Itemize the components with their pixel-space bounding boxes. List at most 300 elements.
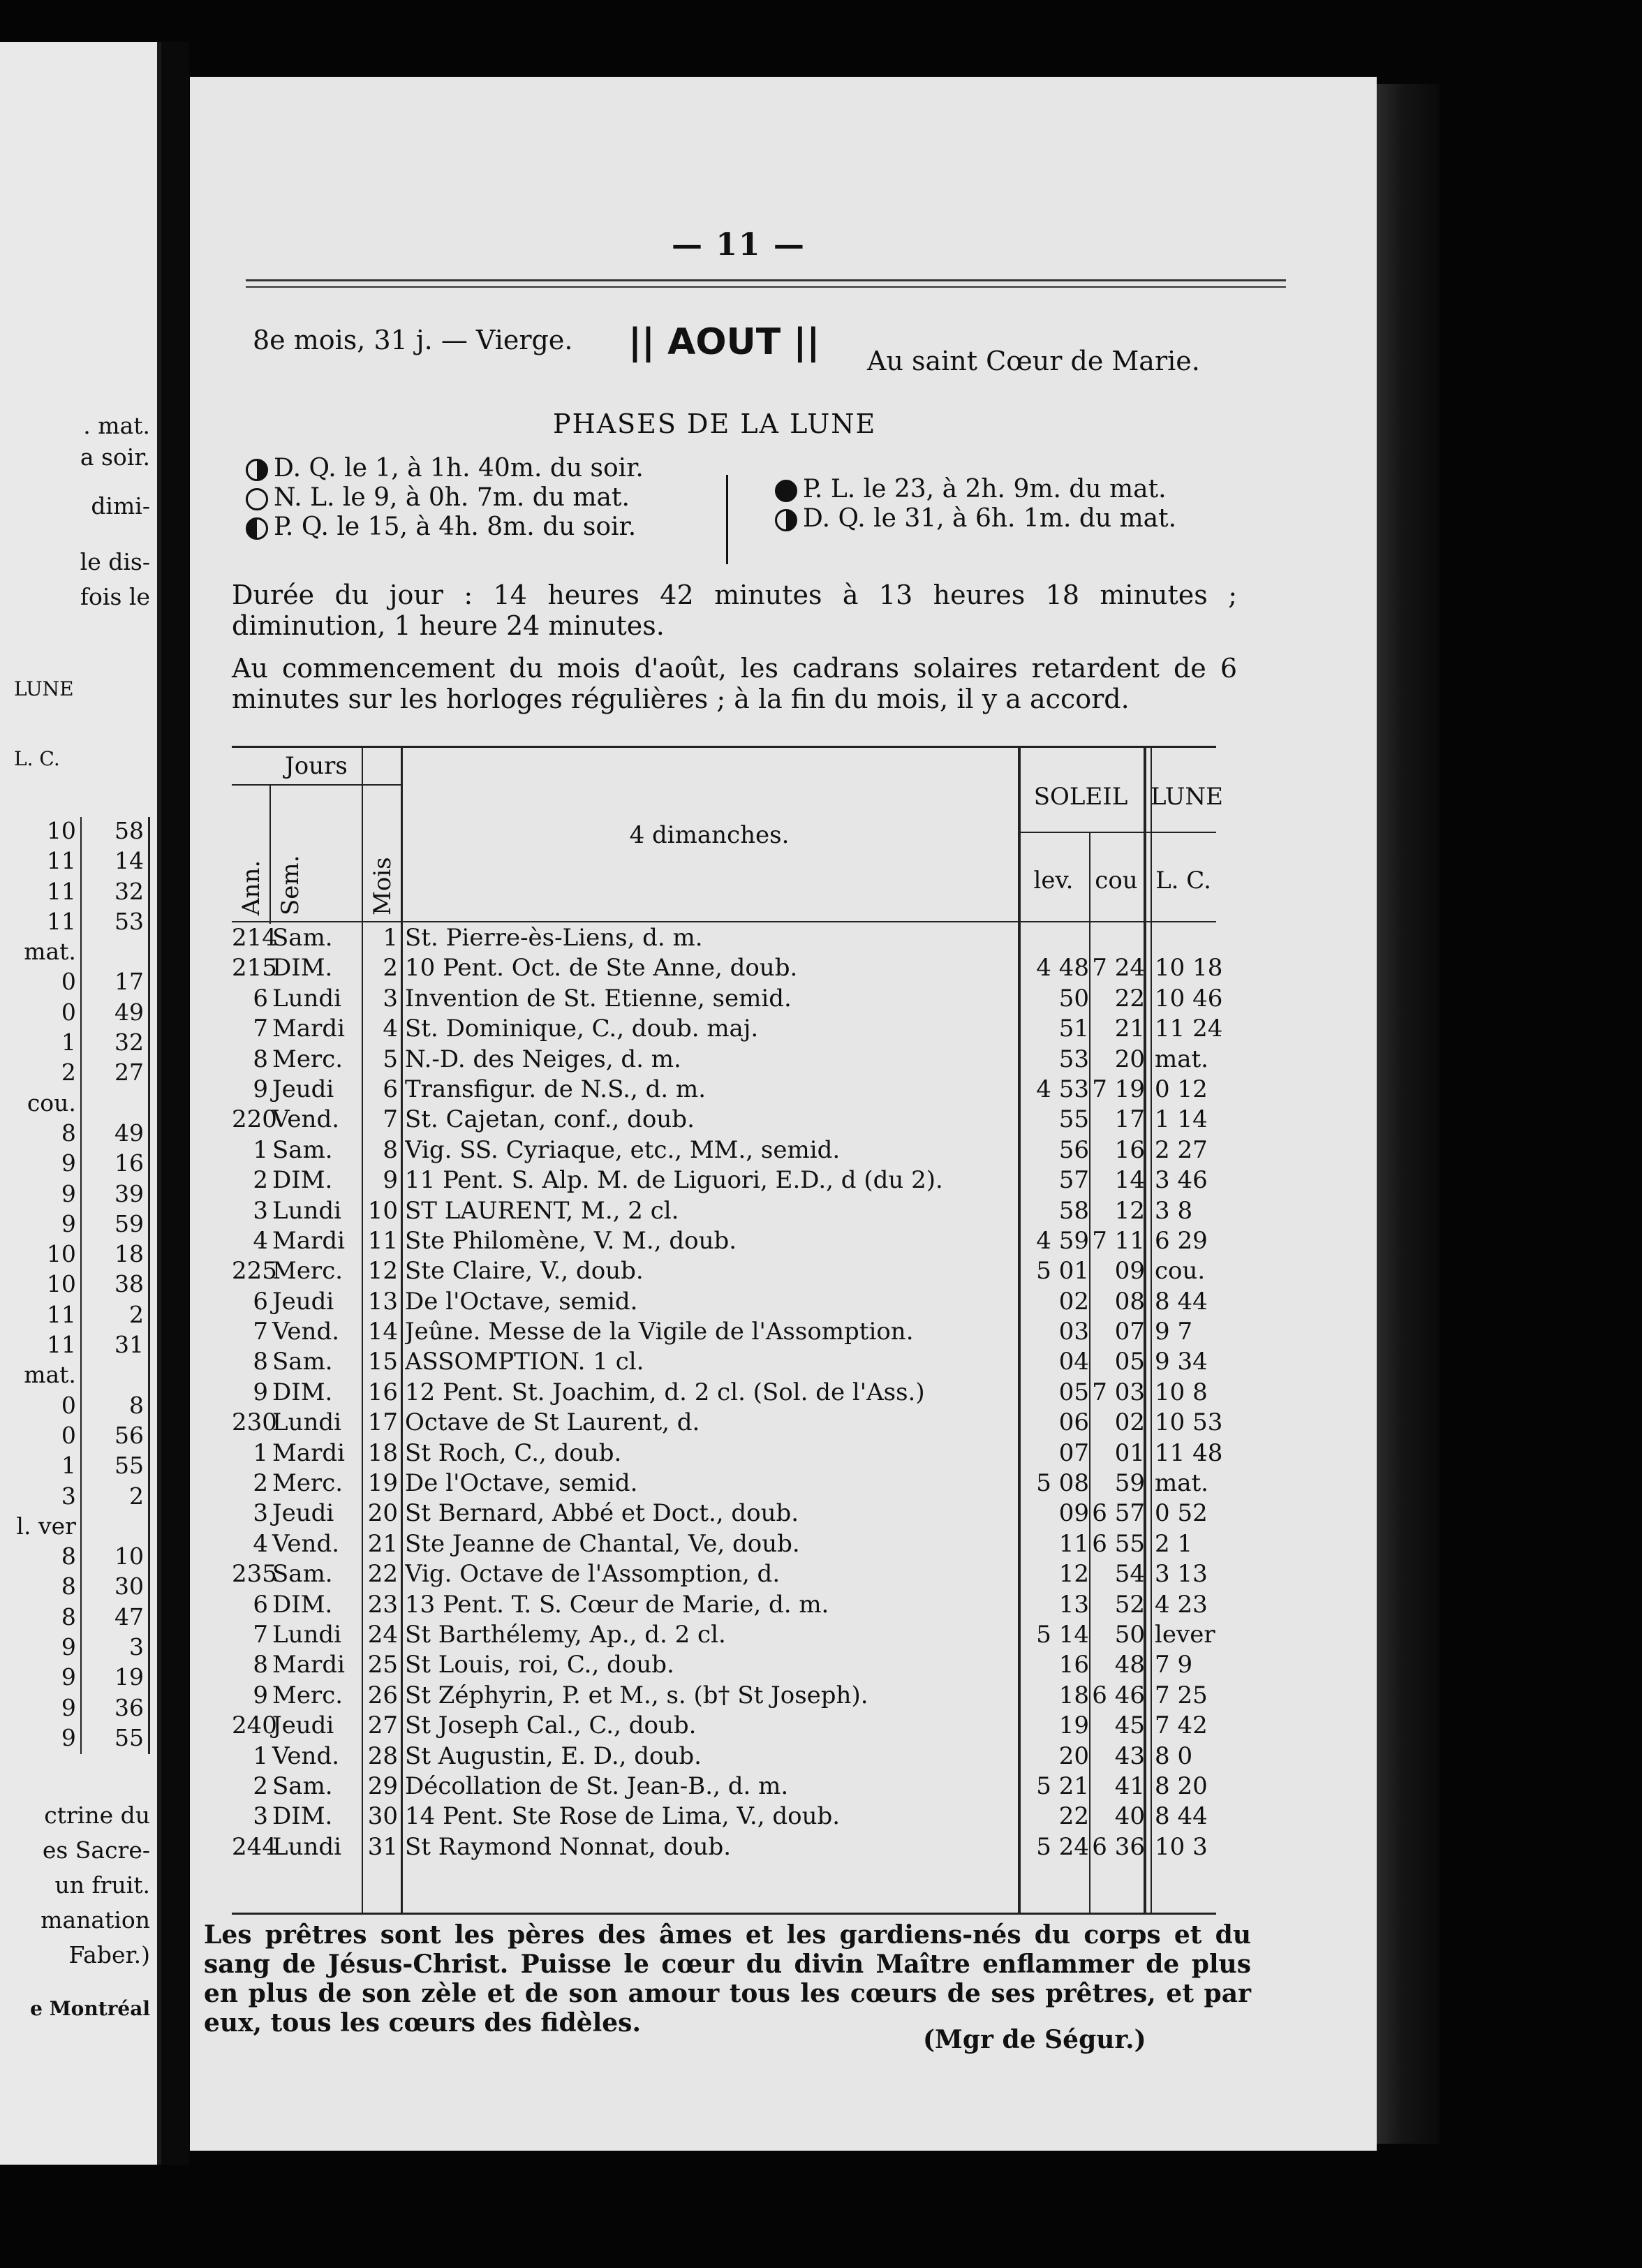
cell-lune: 0 12	[1155, 1075, 1208, 1103]
cell-cou: 52	[1114, 1590, 1145, 1619]
cell-ann: 9	[253, 1378, 268, 1406]
table-row	[232, 1105, 1216, 1135]
left-cell-c: 10	[114, 1542, 144, 1570]
cell-lev: 06	[1058, 1408, 1089, 1437]
cell-ann: 9	[253, 1681, 268, 1709]
cell-fete: Vig. Octave de l'Assomption, d.	[405, 1560, 781, 1589]
left-table-row	[0, 1694, 150, 1724]
cell-mois: 13	[367, 1287, 398, 1316]
table-row	[232, 1651, 1216, 1681]
first-quarter-moon-icon	[246, 517, 268, 540]
cell-mois: 12	[367, 1257, 398, 1286]
table-row	[232, 1742, 1216, 1772]
left-cell-l: 10	[0, 1270, 82, 1300]
cell-lune: 4 23	[1155, 1590, 1208, 1619]
left-page-line: le dis-	[80, 548, 150, 575]
cell-sem: Sam.	[272, 1560, 333, 1589]
cell-fete: Ste Jeanne de Chantal, Ve, doub.	[405, 1529, 800, 1558]
left-cell-l: 0	[0, 999, 82, 1029]
cell-mois: 29	[367, 1772, 398, 1800]
table-row	[232, 1772, 1216, 1802]
cell-lune: 8 0	[1155, 1742, 1193, 1770]
cell-mois: 8	[383, 1135, 398, 1164]
calendar-table	[232, 746, 1223, 1915]
phases-title: PHASES DE LA LUNE	[553, 408, 877, 439]
cell-lev: 4 53	[1036, 1075, 1089, 1103]
left-cell-l: 0	[0, 1422, 82, 1452]
cell-sem: Vend.	[272, 1318, 340, 1346]
cell-lev: 04	[1058, 1348, 1089, 1376]
cell-fete: 14 Pent. Ste Rose de Lima, V., doub.	[405, 1802, 841, 1831]
table-row	[232, 1227, 1216, 1257]
cell-lev: 11	[1058, 1529, 1089, 1558]
left-cell-l: 11	[0, 847, 82, 877]
left-table-row	[0, 908, 150, 938]
cell-lev: 12	[1058, 1560, 1089, 1589]
cell-sem: Sam.	[272, 924, 333, 952]
left-table-row	[0, 847, 150, 877]
cell-sem: Merc.	[272, 1257, 343, 1286]
cell-fete: ST LAURENT, M., 2 cl.	[405, 1196, 679, 1225]
cell-mois: 28	[367, 1742, 398, 1770]
footer-quote: Les prêtres sont les pères des âmes et les gardiens-nés du corps et du sang de Jésus-Christ. Puisse le cœur du divin Maître enflammer de plus en plus de son zèle et de son amour tous les cœurs de ses prêtres, et par eux, tous les cœurs des fidèles.	[204, 1920, 1251, 2038]
cell-cou: 14	[1114, 1166, 1145, 1195]
cell-lune: mat.	[1155, 1469, 1208, 1498]
cell-lune: 3 13	[1155, 1560, 1208, 1589]
left-cell-c	[82, 938, 148, 968]
left-cell-c: 58	[114, 817, 144, 844]
left-cell-c: 19	[114, 1663, 144, 1691]
cell-cou: 21	[1114, 1015, 1145, 1043]
cell-lev: 5 01	[1036, 1257, 1089, 1286]
col-divider	[269, 784, 271, 924]
cell-ann: 3	[253, 1499, 268, 1528]
cell-lune: 9 7	[1155, 1318, 1193, 1346]
cell-lune: 1 14	[1155, 1105, 1208, 1134]
left-table-row	[0, 1361, 150, 1391]
header-rule	[246, 286, 1286, 288]
left-cell-c: 39	[114, 1179, 144, 1207]
left-table-row	[0, 1724, 150, 1754]
left-cell-c: 49	[114, 1119, 144, 1147]
left-table-row	[0, 817, 150, 847]
cell-lune: 10 3	[1155, 1832, 1208, 1861]
phase-item	[775, 504, 1176, 533]
cell-fete: St Barthélemy, Ap., d. 2 cl.	[405, 1620, 726, 1649]
left-table-row	[0, 1180, 150, 1210]
cell-fete: Ste Philomène, V. M., doub.	[405, 1226, 737, 1255]
left-cell-c: 3	[129, 1633, 144, 1661]
cell-ann: 1	[253, 1438, 268, 1467]
cell-sem: Mardi	[272, 1015, 345, 1043]
phase-item	[246, 483, 630, 512]
cell-ann: 215	[232, 954, 277, 982]
header-rule	[232, 921, 1216, 922]
cell-lev: 22	[1058, 1802, 1089, 1831]
cell-cou: 6 57	[1092, 1499, 1145, 1528]
phases-divider	[726, 475, 728, 564]
left-table-row	[0, 1089, 150, 1119]
left-cell-l: 8	[0, 1542, 82, 1573]
cell-cou: 6 55	[1092, 1529, 1145, 1558]
cell-fete: Octave de St Laurent, d.	[405, 1408, 700, 1437]
cell-ann: 8	[253, 1045, 268, 1073]
left-cell-l: 9	[0, 1663, 82, 1693]
left-page-line: e Montréal	[30, 1997, 150, 2020]
cell-lev: 05	[1058, 1378, 1089, 1406]
left-cell-l: 8	[0, 1603, 82, 1633]
cell-sem: Jeudi	[272, 1075, 334, 1103]
left-cell-l: 10	[0, 817, 82, 847]
cell-cou: 08	[1114, 1287, 1145, 1316]
cell-cou: 43	[1114, 1742, 1145, 1770]
day-length-paragraph: Durée du jour : 14 heures 42 minutes à 13 heures 18 minutes ; diminution, 1 heure 24 minutes.	[232, 580, 1237, 641]
cell-fete: De l'Octave, semid.	[405, 1287, 638, 1316]
cell-lune: 0 52	[1155, 1499, 1208, 1528]
cell-mois: 27	[367, 1711, 398, 1740]
cell-mois: 6	[383, 1075, 398, 1103]
cell-ann: 6	[253, 1287, 268, 1316]
left-page-line: . mat.	[83, 412, 150, 439]
left-table-row	[0, 1482, 150, 1512]
left-table-row	[0, 1573, 150, 1603]
month-title: || AOUT ||	[628, 321, 820, 363]
cell-fete: St Augustin, E. D., doub.	[405, 1742, 702, 1770]
cell-mois: 26	[367, 1681, 398, 1709]
cell-cou: 41	[1114, 1772, 1145, 1800]
cell-lev: 58	[1058, 1196, 1089, 1225]
cell-fete: Décollation de St. Jean-B., d. m.	[405, 1772, 789, 1800]
cell-ann: 1	[253, 1742, 268, 1770]
left-cell-c: 59	[114, 1209, 144, 1237]
table-row	[232, 1560, 1216, 1590]
cell-fete: Jeûne. Messe de la Vigile de l'Assomption.	[405, 1318, 914, 1346]
cell-ann: 8	[253, 1348, 268, 1376]
cell-lune: 8 44	[1155, 1802, 1208, 1831]
cell-cou: 7 11	[1092, 1226, 1145, 1255]
calendar-rows	[232, 924, 1223, 1863]
header-rule	[246, 279, 1286, 281]
left-table-row	[0, 999, 150, 1029]
cell-ann: 9	[253, 1075, 268, 1103]
table-row	[232, 1711, 1216, 1742]
cell-fete: Invention de St. Etienne, semid.	[405, 984, 792, 1012]
cell-mois: 3	[383, 984, 398, 1012]
cell-lune: 10 53	[1155, 1408, 1223, 1437]
month-info: 8e mois, 31 j. — Vierge.	[253, 325, 573, 355]
phase-item	[775, 475, 1167, 503]
left-table-row	[0, 1452, 150, 1482]
cell-sem: DIM.	[272, 1802, 333, 1831]
cell-lune: 3 46	[1155, 1166, 1208, 1195]
table-row	[232, 1348, 1216, 1378]
left-cell-l: 10	[0, 1240, 82, 1270]
cell-ann: 8	[253, 1651, 268, 1679]
cell-lune: 10 46	[1155, 984, 1223, 1012]
ann-header: Ann.	[237, 860, 265, 915]
cell-ann: 240	[232, 1711, 277, 1740]
table-row	[232, 984, 1223, 1015]
cell-lev: 18	[1058, 1681, 1089, 1709]
almanac-page	[190, 77, 1377, 2151]
cell-ann: 4	[253, 1226, 268, 1255]
cell-lev: 02	[1058, 1287, 1089, 1316]
cell-cou: 7 19	[1092, 1075, 1145, 1103]
last-quarter-moon-icon	[246, 459, 268, 481]
left-cell-c: 53	[114, 907, 144, 935]
left-cell-c: 55	[114, 1452, 144, 1480]
left-lc-header: L. C.	[14, 747, 60, 770]
cell-lune: 10 8	[1155, 1378, 1208, 1406]
cell-mois: 16	[367, 1378, 398, 1406]
cell-cou: 17	[1114, 1105, 1145, 1134]
cell-lev: 13	[1058, 1590, 1089, 1619]
table-row	[232, 1681, 1216, 1711]
cell-ann: 2	[253, 1469, 268, 1498]
cell-fete: St. Pierre-ès-Liens, d. m.	[405, 924, 703, 952]
phase-text: D. Q. le 1, à 1h. 40m. du soir.	[274, 454, 644, 483]
cell-mois: 20	[367, 1499, 398, 1528]
month-dedication: Au saint Cœur de Marie.	[867, 346, 1200, 376]
cell-ann: 3	[253, 1196, 268, 1225]
cell-fete: ASSOMPTION. 1 cl.	[405, 1348, 644, 1376]
cell-cou: 7 03	[1092, 1378, 1145, 1406]
lune-header: LUNE	[1151, 783, 1223, 811]
cell-cou: 09	[1114, 1257, 1145, 1286]
cell-mois: 15	[367, 1348, 398, 1376]
left-cell-c: 17	[114, 968, 144, 996]
cell-fete: Transfigur. de N.S., d. m.	[405, 1075, 707, 1103]
cell-lune: 7 42	[1155, 1711, 1208, 1740]
cell-fete: St Joseph Cal., C., doub.	[405, 1711, 697, 1740]
left-table-row	[0, 1059, 150, 1089]
left-cell-l: 9	[0, 1180, 82, 1210]
left-table-row	[0, 1119, 150, 1149]
cell-lune: 8 44	[1155, 1287, 1208, 1316]
cell-lev: 4 48	[1036, 954, 1089, 982]
cell-sem: Vend.	[272, 1742, 340, 1770]
cell-fete: Vig. SS. Cyriaque, etc., MM., semid.	[405, 1135, 841, 1164]
left-cell-l: 9	[0, 1694, 82, 1724]
cell-lune: lever	[1155, 1620, 1215, 1649]
cell-sem: Lundi	[272, 1408, 342, 1437]
cell-lev: 4 59	[1036, 1226, 1089, 1255]
left-cell-l: 3	[0, 1482, 82, 1512]
cell-sem: DIM.	[272, 1166, 333, 1195]
cell-ann: 225	[232, 1257, 277, 1286]
left-cell-l: 9	[0, 1210, 82, 1240]
cell-mois: 10	[367, 1196, 398, 1225]
table-row	[232, 1499, 1216, 1529]
cell-fete: St Bernard, Abbé et Doct., doub.	[405, 1499, 799, 1528]
lc-header: L. C.	[1155, 867, 1211, 894]
cell-ann: 244	[232, 1832, 277, 1861]
cell-lune: 6 29	[1155, 1226, 1208, 1255]
left-cell-c: 47	[114, 1603, 144, 1630]
cell-sem: Jeudi	[272, 1287, 334, 1316]
cell-fete: Ste Claire, V., doub.	[405, 1257, 644, 1286]
table-row	[232, 1438, 1223, 1469]
cell-mois: 24	[367, 1620, 398, 1649]
cell-mois: 1	[383, 924, 398, 952]
left-table-row	[0, 1029, 150, 1059]
cell-cou: 40	[1114, 1802, 1145, 1831]
table-row	[232, 1136, 1216, 1166]
cell-sem: Sam.	[272, 1348, 333, 1376]
left-page-line: es Sacre-	[42, 1836, 150, 1864]
table-row	[232, 1802, 1216, 1832]
left-cell-l: 9	[0, 1724, 82, 1754]
cell-sem: Jeudi	[272, 1499, 334, 1528]
left-cell-c: 36	[114, 1693, 144, 1721]
table-row	[232, 1045, 1216, 1075]
book-gutter	[161, 42, 189, 2165]
cell-cou: 48	[1114, 1651, 1145, 1679]
cell-fete: 12 Pent. St. Joachim, d. 2 cl. (Sol. de l'Ass.)	[405, 1378, 925, 1406]
cell-cou: 02	[1114, 1408, 1145, 1437]
cell-fete: De l'Octave, semid.	[405, 1469, 638, 1498]
cell-mois: 25	[367, 1651, 398, 1679]
table-row	[232, 1833, 1216, 1863]
table-row	[232, 1166, 1216, 1196]
soleil-header: SOLEIL	[1033, 783, 1128, 811]
left-page-line: dimi-	[91, 492, 150, 520]
lev-header: lev.	[1033, 867, 1074, 894]
cell-ann: 6	[253, 1590, 268, 1619]
left-table-row	[0, 1422, 150, 1452]
left-table-row	[0, 1603, 150, 1633]
cell-mois: 22	[367, 1560, 398, 1589]
left-cell-c: 31	[114, 1331, 144, 1359]
cell-mois: 4	[383, 1015, 398, 1043]
table-row	[232, 1075, 1216, 1105]
left-cell-l: 11	[0, 1301, 82, 1331]
left-cell-c: 55	[114, 1723, 144, 1751]
left-cell-l: 8	[0, 1573, 82, 1603]
cell-mois: 14	[367, 1318, 398, 1346]
cell-fete: 11 Pent. S. Alp. M. de Liguori, E.D., d (du 2).	[405, 1166, 943, 1195]
cell-fete: 13 Pent. T. S. Cœur de Marie, d. m.	[405, 1590, 829, 1619]
cell-mois: 30	[367, 1802, 398, 1831]
left-cell-c: 8	[129, 1391, 144, 1419]
table-row	[232, 1408, 1223, 1438]
cell-cou: 50	[1114, 1620, 1145, 1649]
cell-sem: DIM.	[272, 954, 333, 982]
cell-ann: 7	[253, 1620, 268, 1649]
cell-fete: St. Dominique, C., doub. maj.	[405, 1015, 759, 1043]
left-cell-l: 8	[0, 1119, 82, 1149]
cell-lev: 09	[1058, 1499, 1089, 1528]
cell-lune: cou.	[1155, 1257, 1206, 1286]
cell-cou: 16	[1114, 1135, 1145, 1164]
cell-lune: 8 20	[1155, 1772, 1208, 1800]
sundial-paragraph: Au commencement du mois d'août, les cadrans solaires retardent de 6 minutes sur les horloges régulières ; à la fin du mois, il y a accord.	[232, 653, 1237, 714]
table-row	[232, 1197, 1216, 1227]
left-cell-c	[82, 1512, 148, 1542]
cell-cou: 20	[1114, 1045, 1145, 1073]
cell-lev: 50	[1058, 984, 1089, 1012]
cell-sem: Jeudi	[272, 1711, 334, 1740]
left-cell-c: 16	[114, 1149, 144, 1177]
cell-lev: 16	[1058, 1651, 1089, 1679]
cell-sem: Merc.	[272, 1681, 343, 1709]
table-row	[232, 1318, 1216, 1348]
cell-mois: 2	[383, 954, 398, 982]
cell-lev: 5 14	[1036, 1620, 1089, 1649]
table-row	[232, 1015, 1223, 1045]
cell-mois: 31	[367, 1832, 398, 1861]
cell-cou: 54	[1114, 1560, 1145, 1589]
left-cell-c: 14	[114, 847, 144, 875]
left-table-row	[0, 968, 150, 998]
cell-sem: Sam.	[272, 1772, 333, 1800]
left-page-line: a soir.	[80, 443, 150, 471]
cell-ann: 2	[253, 1166, 268, 1195]
cell-cou: 45	[1114, 1711, 1145, 1740]
full-moon-icon	[775, 480, 797, 502]
left-table-row	[0, 1149, 150, 1179]
cell-mois: 21	[367, 1529, 398, 1558]
phase-text: P. L. le 23, à 2h. 9m. du mat.	[803, 475, 1167, 503]
cell-sem: Lundi	[272, 1832, 342, 1861]
cell-sem: Mardi	[272, 1438, 345, 1467]
cell-ann: 4	[253, 1529, 268, 1558]
cell-ann: 230	[232, 1408, 277, 1437]
left-table-row	[0, 1270, 150, 1300]
cell-sem: Lundi	[272, 1620, 342, 1649]
phase-item	[246, 454, 644, 483]
sem-header: Sem.	[276, 855, 304, 915]
cell-fete: 10 Pent. Oct. de Ste Anne, doub.	[405, 954, 798, 982]
dimanches-header: 4 dimanches.	[629, 821, 790, 849]
left-table-row	[0, 1542, 150, 1573]
cell-cou: 07	[1114, 1318, 1145, 1346]
footer-author: (Mgr de Ségur.)	[923, 2025, 1146, 2054]
left-lune-header: LUNE	[14, 677, 74, 700]
jours-header: Jours	[285, 752, 348, 780]
left-cell-c: 30	[114, 1573, 144, 1600]
cell-fete: St Raymond Nonnat, doub.	[405, 1832, 732, 1861]
cell-fete: St Zéphyrin, P. et M., s. (b† St Joseph).	[405, 1681, 868, 1709]
left-cell-l: l. ver	[0, 1512, 82, 1542]
left-page-fragment	[0, 42, 161, 2165]
cell-cou: 22	[1114, 984, 1145, 1012]
left-table-row	[0, 1301, 150, 1331]
cell-ann: 214	[232, 924, 277, 952]
left-table-row	[0, 1331, 150, 1361]
cell-mois: 7	[383, 1105, 398, 1134]
phase-text: D. Q. le 31, à 6h. 1m. du mat.	[803, 504, 1177, 533]
cell-ann: 2	[253, 1772, 268, 1800]
cell-lune: 7 9	[1155, 1651, 1193, 1679]
cell-mois: 19	[367, 1469, 398, 1498]
cell-lev: 57	[1058, 1166, 1089, 1195]
cell-mois: 5	[383, 1045, 398, 1073]
cell-mois: 9	[383, 1166, 398, 1195]
phase-text: P. Q. le 15, à 4h. 8m. du soir.	[274, 513, 637, 541]
cell-cou: 05	[1114, 1348, 1145, 1376]
cell-lune: 7 25	[1155, 1681, 1208, 1709]
left-page-line: fois le	[80, 583, 150, 610]
cell-ann: 6	[253, 984, 268, 1012]
table-row	[232, 1378, 1216, 1408]
cell-sem: Vend.	[272, 1529, 340, 1558]
cell-cou: 7 24	[1092, 954, 1145, 982]
left-cell-c: 32	[114, 1029, 144, 1056]
left-cell-c	[82, 1089, 148, 1119]
cell-sem: Vend.	[272, 1105, 340, 1134]
left-page-line: un fruit.	[54, 1871, 150, 1899]
